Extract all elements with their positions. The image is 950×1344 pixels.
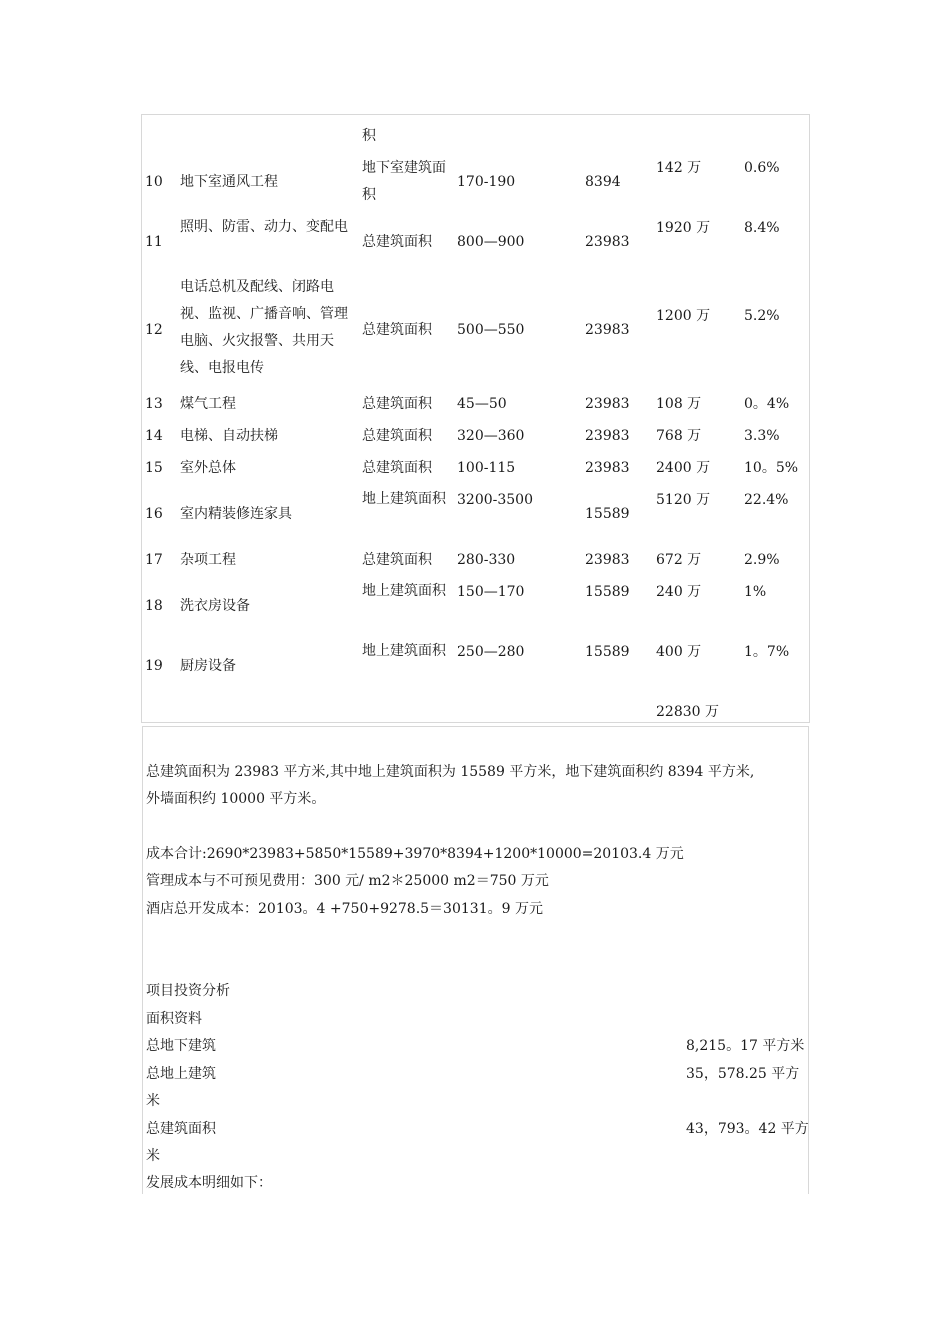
item-name: 照明、防雷、动力、变配电 <box>180 219 348 235</box>
amount: 400 万 <box>656 644 702 660</box>
item-name: 地下室通风工程 <box>180 174 278 190</box>
cost-table-frame <box>141 114 810 723</box>
area: 8394 <box>585 174 621 190</box>
total-area-label: 总建筑面积 <box>146 1121 216 1137</box>
unit-price: 100-115 <box>457 460 516 476</box>
item-name: 电梯、自动扶梯 <box>180 428 278 444</box>
row-number: 15 <box>145 460 163 476</box>
development-cost-line: 酒店总开发成本：20103。4 +750+9278.5＝30131。9 万元 <box>146 901 543 917</box>
calc-basis: 总建筑面积 <box>362 460 432 476</box>
calc-basis: 地下室建筑面积 <box>362 160 446 203</box>
calc-basis: 总建筑面积 <box>362 396 432 412</box>
underground-area-label: 总地下建筑 <box>146 1038 216 1054</box>
item-name: 电话总机及配线、闭路电视、监视、广播音响、管理电脑、火灾报警、共用天线、电报电传 <box>180 279 348 376</box>
ratio: 8.4% <box>744 220 780 236</box>
amount: 5120 万 <box>656 492 711 508</box>
area: 15589 <box>585 644 630 660</box>
unit-price: 280-330 <box>457 552 516 568</box>
calc-basis: 地上建筑面积 <box>362 643 446 659</box>
amount: 1920 万 <box>656 220 711 236</box>
calc-basis: 地上建筑面积 <box>362 583 446 599</box>
management-cost-line: 管理成本与不可预见费用：300 元/ m2＊25000 m2＝750 万元 <box>146 873 549 889</box>
calc-basis: 总建筑面积 <box>362 552 432 568</box>
area: 23983 <box>585 428 630 444</box>
ratio: 22.4% <box>744 492 789 508</box>
unit-price: 500—550 <box>457 322 525 338</box>
ratio: 0。4% <box>744 396 790 412</box>
calc-basis: 总建筑面积 <box>362 234 432 250</box>
total-area-unit-wrap: 米 <box>146 1148 160 1164</box>
area: 23983 <box>585 460 630 476</box>
item-name: 室内精装修连家具 <box>180 506 292 522</box>
above-ground-area-label: 总地上建筑 <box>146 1066 216 1082</box>
unit-price: 800—900 <box>457 234 525 250</box>
area: 23983 <box>585 552 630 568</box>
row-number: 10 <box>145 174 163 190</box>
ratio: 1。7% <box>744 644 790 660</box>
underground-area-value: 8,215。17 平方米 <box>686 1038 805 1054</box>
unit-price: 45—50 <box>457 396 507 412</box>
ratio: 1% <box>744 584 767 600</box>
row-number: 14 <box>145 428 163 444</box>
above-ground-area-unit-wrap: 米 <box>146 1093 160 1109</box>
area-summary-line-2: 外墙面积约 10000 平方米。 <box>146 791 326 807</box>
area: 23983 <box>585 234 630 250</box>
item-name: 煤气工程 <box>180 396 236 412</box>
item-name: 室外总体 <box>180 460 236 476</box>
unit-price: 320—360 <box>457 428 525 444</box>
total-amount: 22830 万 <box>656 704 719 720</box>
item-name: 杂项工程 <box>180 552 236 568</box>
ratio: 10。5% <box>744 460 799 476</box>
ratio: 5.2% <box>744 308 780 324</box>
row-number: 12 <box>145 322 163 338</box>
above-ground-area-value: 35，578.25 平方 <box>686 1066 800 1082</box>
area: 23983 <box>585 396 630 412</box>
section-subtitle: 面积资料 <box>146 1011 202 1027</box>
row-number: 11 <box>145 234 163 250</box>
cost-total-line: 成本合计:2690*23983+5850*15589+3970*8394+1200*10000=20103.4 万元 <box>146 846 684 862</box>
amount: 142 万 <box>656 160 702 176</box>
unit-price: 250—280 <box>457 644 525 660</box>
amount: 108 万 <box>656 396 702 412</box>
ratio: 0.6% <box>744 160 780 176</box>
item-name: 洗衣房设备 <box>180 598 250 614</box>
ratio: 3.3% <box>744 428 780 444</box>
item-name: 厨房设备 <box>180 658 236 674</box>
area: 23983 <box>585 322 630 338</box>
unit-price: 3200-3500 <box>457 492 533 508</box>
ratio: 2.9% <box>744 552 780 568</box>
unit-price: 150—170 <box>457 584 525 600</box>
amount: 768 万 <box>656 428 702 444</box>
table-fragment-text: 积 <box>362 128 376 144</box>
cost-detail-intro: 发展成本明细如下： <box>146 1175 272 1191</box>
section-title: 项目投资分析 <box>146 983 230 999</box>
row-number: 17 <box>145 552 163 568</box>
amount: 240 万 <box>656 584 702 600</box>
area: 15589 <box>585 506 630 522</box>
area-summary-line-1: 总建筑面积为 23983 平方米,其中地上建筑面积为 15589 平方米，地下建筑面积约 8394 平方米, <box>146 764 755 780</box>
unit-price: 170-190 <box>457 174 516 190</box>
area: 15589 <box>585 584 630 600</box>
row-number: 13 <box>145 396 163 412</box>
amount: 672 万 <box>656 552 702 568</box>
calc-basis: 地上建筑面积 <box>362 491 446 507</box>
total-area-value: 43，793。42 平方 <box>686 1121 809 1137</box>
row-number: 19 <box>145 658 163 674</box>
calc-basis: 总建筑面积 <box>362 322 432 338</box>
row-number: 18 <box>145 598 163 614</box>
amount: 2400 万 <box>656 460 711 476</box>
row-number: 16 <box>145 506 163 522</box>
amount: 1200 万 <box>656 308 711 324</box>
calc-basis: 总建筑面积 <box>362 428 432 444</box>
